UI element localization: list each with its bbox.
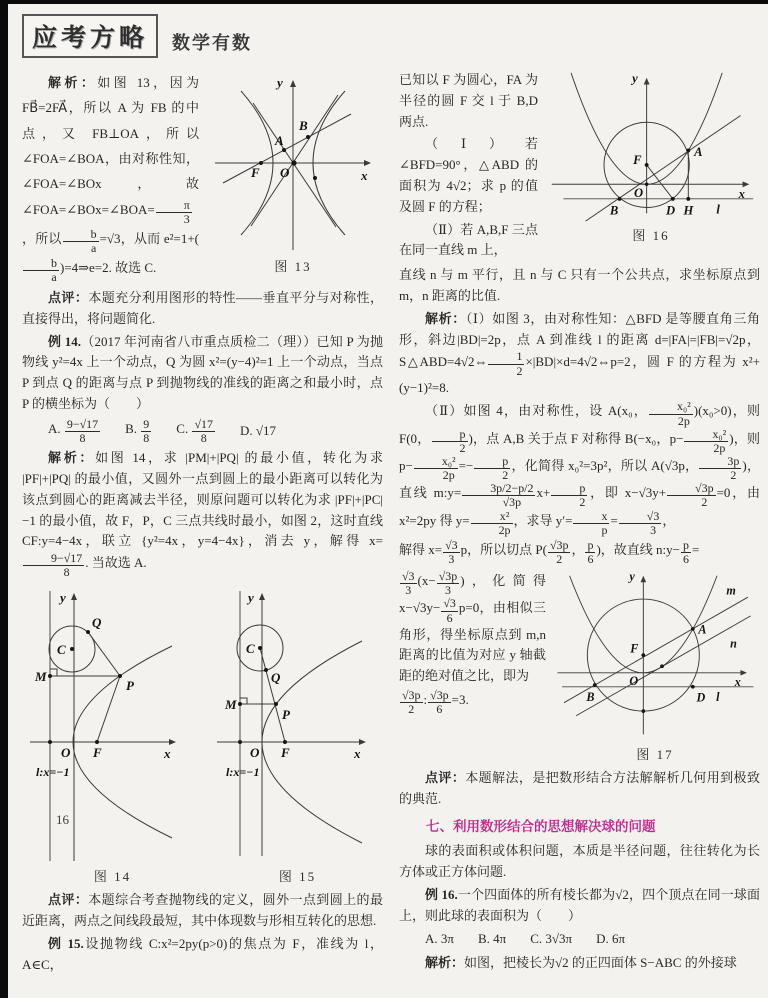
scan-border-top xyxy=(0,0,768,4)
right-column xyxy=(399,68,760,977)
example14-label: 例 14. xyxy=(48,333,82,349)
solution14-label: 解析： xyxy=(48,450,96,466)
scan-border-left xyxy=(0,0,8,998)
option-d: D. 6π xyxy=(596,931,626,947)
fig15-F-label: F xyxy=(281,745,290,761)
figure-15 xyxy=(207,581,388,888)
example15-continued-text xyxy=(399,68,538,263)
figure-17-canvas xyxy=(550,568,760,744)
fig17-y-label: y xyxy=(629,569,635,584)
fig16-B-label: B xyxy=(609,203,619,218)
page-header xyxy=(22,14,760,58)
brand-title: 应考方略 xyxy=(22,14,158,58)
example15-label: 例 15. xyxy=(48,935,84,951)
note15-text: 本题解法，是把数形结合方法解解析几何用到极致的典范. xyxy=(399,769,760,806)
fig14-x-label: x xyxy=(164,746,171,762)
option-d: D. √17 xyxy=(239,423,276,439)
fig14-F-label: F xyxy=(93,745,102,761)
fig16-y-label: y xyxy=(632,71,638,86)
solution16-text: 如图，把棱长为√2 的正四面体 S−ABC 的外接球 xyxy=(464,955,737,971)
figures-14-15-row xyxy=(22,581,383,888)
figure-13-canvas xyxy=(203,68,383,256)
fig14-O-label: O xyxy=(61,745,71,761)
figure-15-canvas xyxy=(207,581,388,866)
note14-label: 点评： xyxy=(48,892,89,908)
note14-text: 本题综合考查抛物线的定义，圆外一点到圆上的最近距离，两点之间线段最短，其中体现数与形相互转化的思想. xyxy=(22,892,383,928)
note13-paragraph xyxy=(22,288,383,330)
fig15-C-label: C xyxy=(246,641,255,657)
option-b: B. 4π xyxy=(477,931,507,947)
solution14-text: 如图 14，求 |PM|+|PQ| 的最小值，转化为求 |PF|+|PQ| 的最小值，又圆外一点到圆上的最小距离可以转化为该点到圆心的距离减去半径，则原问题可以转化为求 |PF|+|PC|−1 的最小值，故 F，P，C 三点共线时最小，如图 2，这时直线 CF:y=4−4x，联立 {y²=4x，y=4−4x}，消去 y，解得 x= $\frac{9-√17}{8}$ . 当故选 A. xyxy=(22,450,383,580)
fig14-directrix-label: l:x=−1 xyxy=(36,765,70,780)
fig16-O-label: O xyxy=(634,185,644,200)
fig14-P-label: P xyxy=(126,678,134,694)
example14-text: （2017 年河南省八市重点质检二（理））已知 P 为抛物线 y²=4x 上一个动点，Q 为圆 x²=(y−4)²=1 上一个动点，当点 P 到点 Q 的距离与点 P 到抛物线的准线的距离之和最小时，点 P 的横坐标为（ ） xyxy=(22,333,383,412)
ex15-part1: （Ⅰ）若∠BFD=90°，△ABD 的面积为 4√2；求 p 的值及圆 F 的方程； xyxy=(399,136,538,214)
left-column xyxy=(22,68,383,977)
fig14-y-label: y xyxy=(60,590,66,606)
fig14-Q-label: Q xyxy=(92,615,102,631)
solution16-label: 解析： xyxy=(425,955,465,971)
figure-16 xyxy=(542,68,760,247)
solution13-label: 解析： xyxy=(48,75,98,90)
figure-16-canvas xyxy=(542,68,760,225)
option-a: A. 3π xyxy=(425,931,454,947)
fig13-F-label: F xyxy=(251,165,260,180)
solution15-figure17-row xyxy=(399,568,760,766)
solution15-ratio-equation: $\frac{√3p}{2}$ : $\frac{√3p}{6}$ =3. xyxy=(402,688,469,717)
solution15-narrow-text xyxy=(399,568,546,718)
example14-paragraph xyxy=(22,332,383,415)
figure-17 xyxy=(550,568,760,766)
example16-options xyxy=(425,929,760,950)
figure-14-caption: 图 14 xyxy=(93,869,132,885)
solution15-label: 解析： xyxy=(425,310,466,326)
solution15-paragraph-3: 解得 x= $\frac{√3}{3}$ p，所以切点 P( $\frac{√3p}{2}$ ， $\frac{p}{6}$ )，故直线 n:y− $\frac{p}{6}$ = xyxy=(399,537,700,566)
option-c: C. $\frac{√17}{8}$ xyxy=(176,416,213,445)
page-content xyxy=(22,10,760,977)
fig17-m-label: m xyxy=(726,583,736,598)
fig16-l-label: l xyxy=(716,202,720,217)
example16-label: 例 16. xyxy=(425,886,458,902)
figure-16-caption: 图 16 xyxy=(632,228,670,243)
example15-text: 设抛物线 C:x²=2py(p>0)的焦点为 F，准线为 l，A∈C， xyxy=(22,935,383,972)
fig15-directrix-label: l:x=−1 xyxy=(226,765,260,780)
option-c: C. 3√3π xyxy=(530,931,573,947)
fig13-B-label: B xyxy=(299,118,308,133)
solution15-paragraph-2: （Ⅱ）如图 4，由对称性，设 A(x₀， $\frac{\text{x₀²}}{2p}$ )(x₀>0)，则 F(0， $\frac{p}{2}$ )，点 A,B 关于点 F 对称得 B(−x₀，p− $\frac{\text{x₀²}}{2p}$ )，则 p− $\frac{\text{x₀²}}{2p}$ =− $\frac{p}{2}$ ，化简得 x₀²=3p²，所以 A(√3p， $\frac{3p}{2}$ )，直线 m:y= $\frac{3p/2-p/2}{√3p}$ x+ $\frac{p}{2}$ ，即 x−√3y+ $\frac{√3p}{2}$ =0，由 x²=2py 得 y= $\frac{\text{x²}}{2p}$ ，求导 y′= $\frac{x}{p}$ = $\frac{√3}{3}$ ， xyxy=(399,399,760,537)
points xyxy=(593,627,695,713)
ex15-part2: （Ⅱ）若 A,B,F 三点在同一直线 m 上， xyxy=(399,221,538,258)
fig17-D-label: D xyxy=(696,690,706,705)
example14-options xyxy=(48,418,383,445)
solution15-part1: （Ⅰ）如图 3，由对称性知：△BFD 是等腰直角三角形，斜边|BD|=2p，点 A 到准线 l 的距离 d=|FA|=|FB|=√2p，S△ABD=4√2⇔ $\frac{1}{2}$ ×|BD|×d=4√2⇔p=2，圆 F 的方程为 x²+(y−1)²=8. xyxy=(399,310,760,395)
figure-17-caption: 图 17 xyxy=(636,747,674,763)
fig16-H-label: H xyxy=(683,203,694,218)
fig16-x-label: x xyxy=(738,186,745,201)
figure-13-caption: 图 13 xyxy=(274,259,312,274)
fig17-B-label: B xyxy=(586,689,595,704)
segment-PF xyxy=(97,676,120,742)
solution13-paragraph xyxy=(22,70,199,284)
solution14-paragraph xyxy=(22,448,383,579)
solution16-paragraph xyxy=(399,953,760,974)
note15-paragraph xyxy=(399,768,760,810)
fig15-x-label: x xyxy=(354,746,361,762)
fig13-x-label: x xyxy=(361,168,368,183)
figure-15-caption: 图 15 xyxy=(278,869,317,885)
fig15-M-label: M xyxy=(225,697,237,713)
fig14-C-label: C xyxy=(57,642,66,658)
two-column-layout xyxy=(22,68,760,977)
fig17-l-label: l xyxy=(716,689,720,704)
section-7-heading: 七、利用数形结合的思想解决球的问题 xyxy=(426,818,656,834)
segment-FD xyxy=(647,165,673,199)
fig15-y-label: y xyxy=(248,590,254,606)
solution13-row xyxy=(22,68,383,286)
note13-label: 点评： xyxy=(48,290,89,306)
fig13-y-label: y xyxy=(277,75,283,90)
fig17-x-label: x xyxy=(734,674,741,689)
fig17-A-label: A xyxy=(698,622,707,637)
note13-text: 本题充分利用图形的特性——垂直平分与对称性，直接得出，将问题简化. xyxy=(22,290,383,326)
solution15-paragraph-1 xyxy=(399,309,760,399)
note14-paragraph xyxy=(22,890,383,932)
fig14-M-label: M xyxy=(35,669,47,685)
fig13-A-label: A xyxy=(275,133,284,148)
fig15-O-label: O xyxy=(250,745,260,761)
option-a: A. $\frac{9-√17}{8}$ xyxy=(48,416,99,445)
fig15-Q-label: Q xyxy=(271,670,281,686)
option-b: B. $\frac{9}{8}$ xyxy=(125,416,150,445)
ex15-intro: 已知以 F 为圆心，FA 为半径的圆 F 交 l 于 B,D 两点. xyxy=(399,72,538,129)
solution13-text: 如图 13，因为 FB⃗=2FA⃗，所以 A 为 FB 的中点，又 FB⊥OA，所以∠FOA=∠BOA，由对称性知，∠FOA=∠BOx，故∠FOA=∠BOx=∠BOA= $\frac{\pi}{3}$ ，所以 $\frac{b}{a}$ =√3，从而 e²=1+( $\frac{b}{a}$ )=4⇒e=2. 故选 C. xyxy=(22,75,199,284)
fig17-F-label: F xyxy=(630,641,639,656)
example15-paragraph xyxy=(22,934,383,976)
figure-14 xyxy=(22,581,203,888)
fig16-F-label: F xyxy=(633,152,642,167)
fig13-O-label: O xyxy=(280,165,290,180)
section-7-intro: 球的表面积或体积问题，本质是半径问题，往往转化为长方体或正方体问题. xyxy=(399,843,760,879)
example16-text: 一个四面体的所有棱长都为√2，四个顶点在同一球面上，则此球的表面积为（ ） xyxy=(399,886,760,923)
solution15-part4: $\frac{√3}{3}$ (x− $\frac{√3p}{3}$ )，化简得 x−√3y− $\frac{√3}{6}$ p=0，由相似三角形，得坐标原点到 m,n 距离的比值为对应 y 轴截距的绝对值之比，即为 xyxy=(399,569,546,684)
figure-14-canvas xyxy=(22,581,203,866)
fig15-P-label: P xyxy=(282,707,290,723)
fig17-O-label: O xyxy=(629,674,639,689)
example16-paragraph xyxy=(399,885,760,927)
brand-subtitle: 数学有数 xyxy=(172,33,253,53)
note15-label: 点评： xyxy=(425,769,466,785)
fig14-page-number: 16 xyxy=(56,812,69,828)
fig16-A-label: A xyxy=(694,145,703,160)
example15-continued-row xyxy=(399,68,760,263)
fig16-D-label: D xyxy=(666,203,676,218)
ex15-continued: 直线 n 与 m 平行，且 n 与 C 只有一个公共点，求坐标原点到 m，n 距离的比值. xyxy=(399,267,760,303)
fig17-n-label: n xyxy=(730,636,737,651)
figure-13 xyxy=(203,68,383,278)
segment-PQ xyxy=(88,632,120,676)
